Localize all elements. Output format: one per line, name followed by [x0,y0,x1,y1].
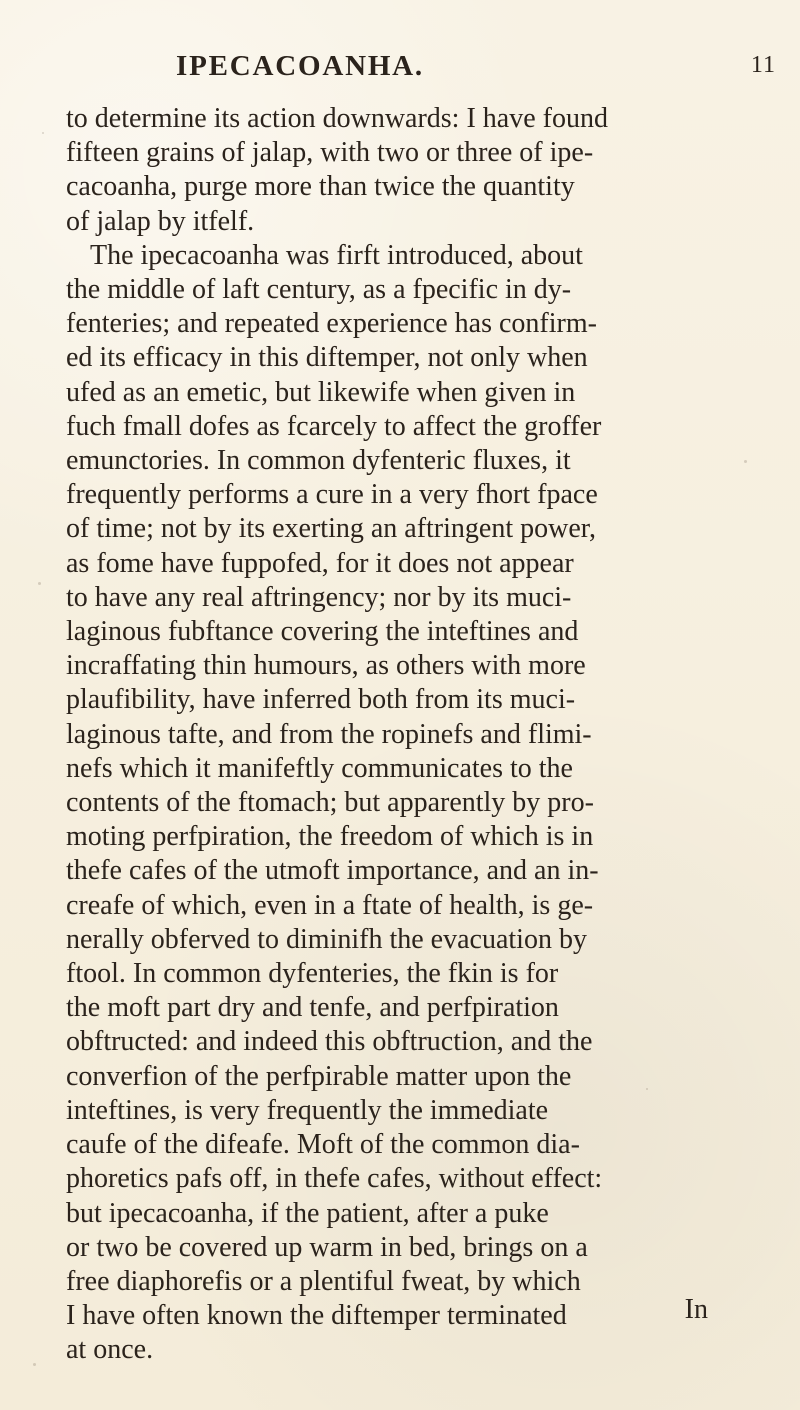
text-line: thefe cafes of the utmoft importance, and an in- [66,855,599,887]
text-line: nerally obferved to diminifh the evacuation by [66,923,587,955]
text-line: nefs which it manifeftly communicates to the [66,752,573,784]
page-number: 11 [750,52,776,78]
paper-speck [744,460,747,463]
text-line: incraffating thin humours, as others with more [66,650,586,682]
text-line: moting perfpiration, the freedom of which is in [66,821,594,853]
text-line: ed its efficacy in this diftemper, not only when [66,342,588,374]
text-line: to have any real aftringency; nor by its muci- [66,581,572,613]
text-line: ufed as an emetic, but likewife when given in [66,376,576,408]
text-line: fenteries; and repeated experience has confirm- [66,308,597,340]
text-line: to determine its action downwards: I have found [66,103,608,134]
text-line: converfion of the perfpirable matter upon the [66,1060,572,1092]
paper-speck [646,1088,648,1090]
text-line: ftool. In common dyfenteries, the fkin is for [66,958,559,990]
text-line: caufe of the difeafe. Moft of the common dia- [66,1129,580,1161]
text-line: obftructed: and indeed this obftruction, and the [66,1026,593,1058]
paper-speck [42,132,44,134]
text-line: laginous tafte, and from the ropinefs and flimi- [66,718,592,750]
text-line: of time; not by its exerting an aftringent power, [66,513,596,545]
text-line: but ipecacoanha, if the patient, after a puke [66,1197,549,1229]
paper-speck [38,582,41,585]
text-line: contents of the ftomach; but apparently by pro- [66,787,594,819]
text-line: fuch fmall dofes as fcarcely to affect the groffer [66,410,602,442]
text-line: creafe of which, even in a ftate of health, is ge- [66,889,594,921]
text-line: I have often known the diftemper terminated [66,1300,567,1332]
text-line: as fome have fuppofed, for it does not appear [66,547,574,579]
text-line: laginous fubftance covering the inteftines and [66,616,579,648]
text-line: free diaphorefis or a plentiful fweat, by which [66,1265,581,1297]
text-line: emunctories. In common dyfenteric fluxes, it [66,445,571,477]
text-line: fifteen grains of jalap, with two or three of ipe- [66,137,594,169]
page-header [0,50,800,84]
text-line: plaufibility, have inferred both from its muci- [66,684,576,716]
running-title: IPECACOANHA. [176,50,424,82]
text-line: frequently performs a cure in a very fhort fpace [66,479,598,511]
text-line: phoretics pafs off, in thefe cafes, without effect: [66,1163,603,1195]
text-line: at once. [66,1334,154,1366]
body-text [66,102,714,1368]
text-line: the moft part dry and tenfe, and perfpiration [66,992,559,1024]
text-line: or two be covered up warm in bed, brings on a [66,1231,588,1263]
text-line: inteftines, is very frequently the immediate [66,1094,549,1126]
paper-speck [33,1363,36,1366]
paragraph-start-line: The ipecacoanha was firft introduced, about [90,239,583,271]
text-line: the middle of laft century, as a fpecific in dy- [66,274,572,306]
text-line: of jalap by itfelf. [66,205,255,237]
text-line: cacoanha, purge more than twice the quantity [66,171,575,203]
catchword: In [684,1294,708,1325]
